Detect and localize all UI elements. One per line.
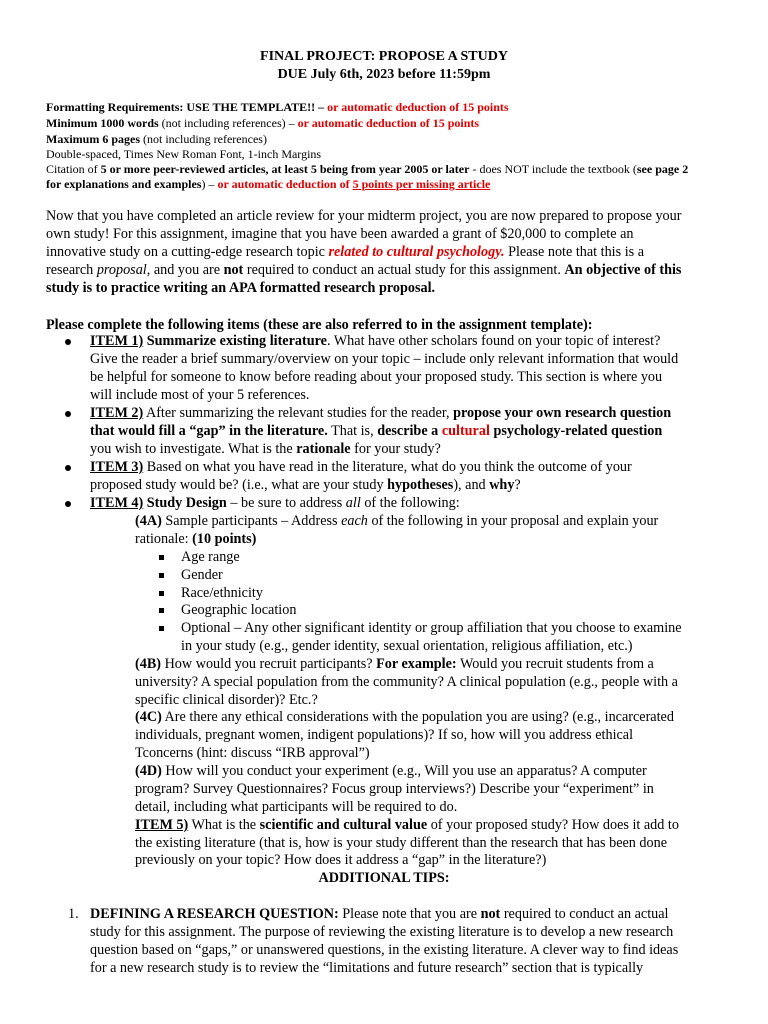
- intro-line: Now that you have completed an article review for your midterm project, you are now prepared to propose your: [46, 208, 682, 224]
- requirement-citations: Citation of 5 or more peer-reviewed articles, at least 5 being from year 2005 or later - does NOT include the textbook (see page 2: [46, 162, 689, 176]
- item-1-line: Give the reader a brief summary/overview on your topic – include only relevant information that would: [90, 351, 679, 367]
- square-bullet-icon: [159, 555, 164, 560]
- bullet-icon: [65, 411, 71, 417]
- item-2: ITEM 2) After summarizing the relevant studies for the reader, propose your own research question: [90, 405, 672, 421]
- sub-item: Age range: [181, 549, 240, 565]
- item-5-line: previously on your topic? How does it address a “gap” in the literature?): [135, 852, 547, 868]
- sub-item-cont: in your study (e.g., gender identity, sexual orientation, religious affiliation, etc.): [181, 638, 633, 654]
- square-bullet-icon: [159, 626, 164, 631]
- sub-item: Optional – Any other significant identity or group affiliation that you choose to examine: [181, 620, 682, 636]
- intro-line: innovative study on a cutting-edge research topic related to cultural psychology. Please note that this is a: [46, 244, 645, 260]
- item-4a-line: rationale: (10 points): [135, 531, 257, 547]
- bullet-icon: [65, 339, 71, 345]
- item-4d-line: program? Survey Questionnaires? Focus group interviews?) Describe your “experiment” in: [135, 781, 654, 797]
- item-4b-line: university? A special population from the community? A clinical population (e.g., people with a: [135, 674, 678, 690]
- item-4c-line: individuals, pregnant women, indigent populations)? If so, how will you address ethical: [135, 727, 634, 743]
- item-2-line: that would fill a “gap” in the literature. That is, describe a cultural psychology-related question: [90, 423, 663, 439]
- item-4: ITEM 4) Study Design – be sure to address all of the following:: [90, 495, 460, 511]
- square-bullet-icon: [159, 573, 164, 578]
- intro-line: study is to practice writing an APA formatted research proposal.: [46, 280, 436, 296]
- item-1-line: will include most of your 5 references.: [90, 387, 310, 403]
- square-bullet-icon: [159, 591, 164, 596]
- sub-item: Gender: [181, 567, 223, 583]
- intro-line: research proposal, and you are not required to conduct an actual study for this assignment. An objective of this: [46, 262, 682, 278]
- tip-1-line: for a new research study is to review the “limitations and future research” section that is typically: [90, 960, 644, 976]
- item-1-line: be helpful for someone to know before reading about your proposed study. This section is where you: [90, 369, 663, 385]
- document-title: FINAL PROJECT: PROPOSE A STUDY: [260, 49, 508, 64]
- due-date: DUE July 6th, 2023 before 11:59pm: [277, 67, 491, 82]
- tip-1-line: question based on “gaps,” or unanswered questions, in the existing literature. A clever way to find ideas: [90, 942, 679, 958]
- requirement-min-words: Minimum 1000 words (not including references) – or automatic deduction of 15 points: [46, 116, 480, 130]
- requirement-max-pages: Maximum 6 pages (not including references): [46, 132, 267, 146]
- item-4d-line: detail, including what participants will be required to do.: [135, 799, 458, 815]
- item-4c-line: Tconcerns (hint: discuss “IRB approval”): [135, 745, 370, 761]
- item-5: ITEM 5) What is the scientific and cultural value of your proposed study? How does it add to: [135, 817, 679, 833]
- requirement-template: Formatting Requirements: USE THE TEMPLATE!! – or automatic deduction of 15 points: [46, 100, 509, 114]
- tip-1: DEFINING A RESEARCH QUESTION: Please note that you are not required to conduct an actual: [90, 906, 669, 922]
- requirement-format: Double-spaced, Times New Roman Font, 1-inch Margins: [46, 147, 322, 161]
- item-3-line: proposed study would be? (i.e., what are your study hypotheses), and why?: [90, 477, 521, 493]
- items-heading: Please complete the following items (these are also referred to in the assignment template):: [46, 317, 593, 333]
- item-4b: (4B) How would you recruit participants? For example: Would you recruit students from a: [135, 656, 654, 672]
- item-4c: (4C) Are there any ethical considerations with the population you are using? (e.g., incarcerated: [135, 709, 674, 725]
- item-4b-line: specific clinical disorder)? Etc.?: [135, 692, 318, 708]
- sub-item: Race/ethnicity: [181, 585, 263, 601]
- item-3: ITEM 3) Based on what you have read in the literature, what do you think the outcome of your: [90, 459, 632, 475]
- item-4a: (4A) Sample participants – Address each of the following in your proposal and explain your: [135, 513, 659, 529]
- item-4d: (4D) How will you conduct your experiment (e.g., Will you use an apparatus? A computer: [135, 763, 647, 779]
- tips-heading: ADDITIONAL TIPS:: [318, 870, 450, 886]
- bullet-icon: [65, 501, 71, 507]
- bullet-icon: [65, 465, 71, 471]
- square-bullet-icon: [159, 608, 164, 613]
- tip-number: 1.: [68, 906, 79, 922]
- item-5-line: the existing literature (that is, how is your study different than the research that has been done: [135, 835, 668, 851]
- requirement-citations-cont: for explanations and examples) – or automatic deduction of 5 points per missing article: [46, 177, 491, 191]
- sub-item: Geographic location: [181, 602, 297, 618]
- item-1: ITEM 1) Summarize existing literature. What have other scholars found on your topic of interest?: [90, 333, 661, 349]
- tip-1-line: study for this assignment. The purpose of reviewing the existing literature is to develop a new research: [90, 924, 674, 940]
- item-2-line: you wish to investigate. What is the rationale for your study?: [90, 441, 441, 457]
- intro-line: own study! For this assignment, imagine that you have been awarded a grant of $20,000 to complete an: [46, 226, 634, 242]
